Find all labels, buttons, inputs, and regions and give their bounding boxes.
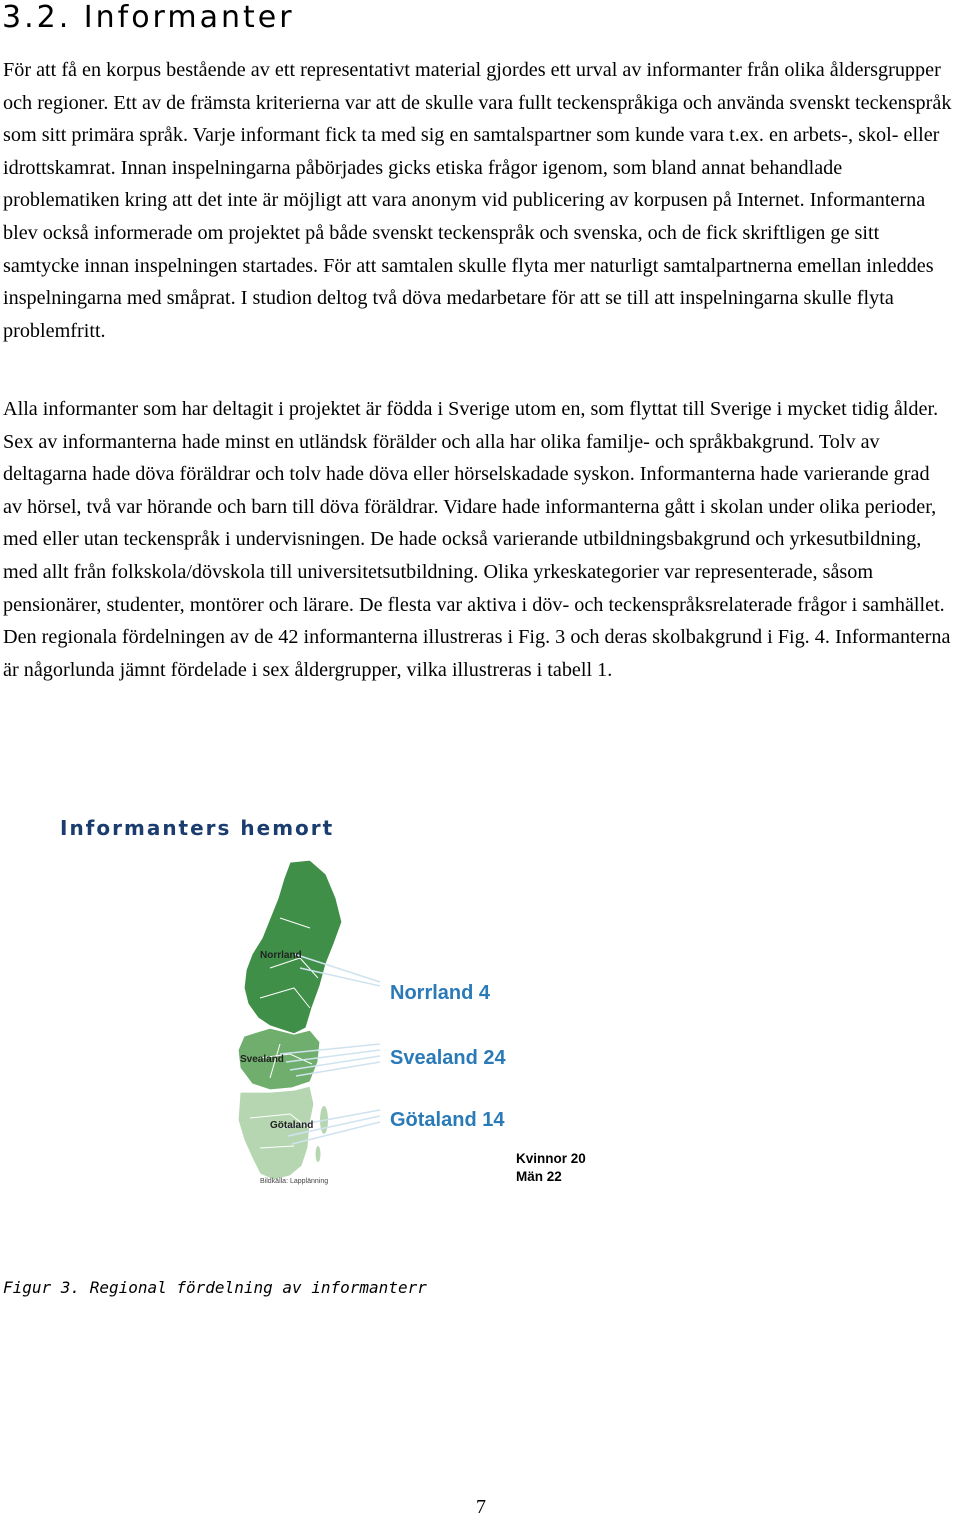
map-label-svealand: Svealand	[240, 1054, 284, 1065]
region-count-gotaland: Götaland 14	[390, 1109, 505, 1131]
page-number: 7	[476, 1496, 486, 1518]
image-source: Bildkälla: Lapplänning	[260, 1178, 329, 1185]
map-label-norrland: Norrland	[260, 950, 302, 961]
sweden-map-icon	[230, 858, 530, 1198]
region-count-svealand: Svealand 24	[390, 1047, 506, 1069]
paragraph-informant-background: Alla informanter som har deltagit i projektet är födda i Sverige utom en, som flyttat till Sverige i mycket tidig ålder. Sex av informanterna hade minst en utländsk förälder och alla har olika familje- och språkbakgrund. Tolv av deltagarna hade döva föräldrar och tolv hade döva eller hörselskadade syskon. Informanterna hade varierande grad av hörsel, två var hörande och barn till döva föräldrar. Vidare hade informanterna gått i skolan under olika perioder, med eller utan teckenspråk i undervisningen. De hade också varierande utbildningsbakgrund och yrkesutbildning, med allt från folkskola/dövskola till universitetsutbildning. Olika yrkeskategorier var representerade, såsom pensionärer, studenter, montörer och lärare. De flesta var aktiva i döv- och teckenspråksrelaterade frågor i samhället. Den regionala fördelningen av de 42 informanterna illustreras i Fig. 3 och deras skolbakgrund i Fig. 4. Informanterna är någorlunda jämnt fördelade i sex åldergrupper, vilka illustreras i tabell 1.	[3, 398, 951, 681]
map-label-gotaland: Götaland	[270, 1120, 314, 1131]
gender-men: Män 22	[516, 1169, 562, 1184]
map-region-norrland	[244, 860, 342, 1034]
gender-breakdown	[516, 1150, 586, 1186]
figure-title: Informanters hemort	[60, 816, 335, 840]
sweden-map-figure	[230, 858, 530, 1198]
region-count-norrland: Norrland 4	[390, 982, 491, 1004]
map-island-oland	[316, 1146, 321, 1162]
gender-women: Kvinnor 20	[516, 1151, 586, 1166]
section-heading: 3.2. Informanter	[2, 0, 295, 35]
figure-caption: Figur 3. Regional fördelning av informanterr	[3, 1278, 427, 1297]
paragraph-selection-process: För att få en korpus bestående av ett representativt material gjordes ett urval av informanter från olika åldersgrupper och regioner. Ett av de främsta kriterierna var att de skulle vara fullt teckenspråkiga och använda svenskt teckenspråk som sitt primära språk. Varje informant fick ta med sig en samtalspartner som kunde vara t.ex. en arbets-, skol- eller idrottskamrat. Innan inspelningarna påbörjades gicks etiska frågor igenom, som bland annat behandlade problematiken kring att det inte är möjligt att vara anonym vid publicering av korpusen på Internet. Informanterna blev också informerade om projektet på både svenskt teckenspråk och svenska, och de fick skriftligen ge sitt samtycke innan inspelningen startades. För att samtalen skulle flyta mer naturligt samtalpartnerna emellan inleddes inspelningarna med småprat. I studion deltog två döva medarbetare för att se till att inspelningarna skulle flyta problemfritt.	[3, 59, 952, 342]
